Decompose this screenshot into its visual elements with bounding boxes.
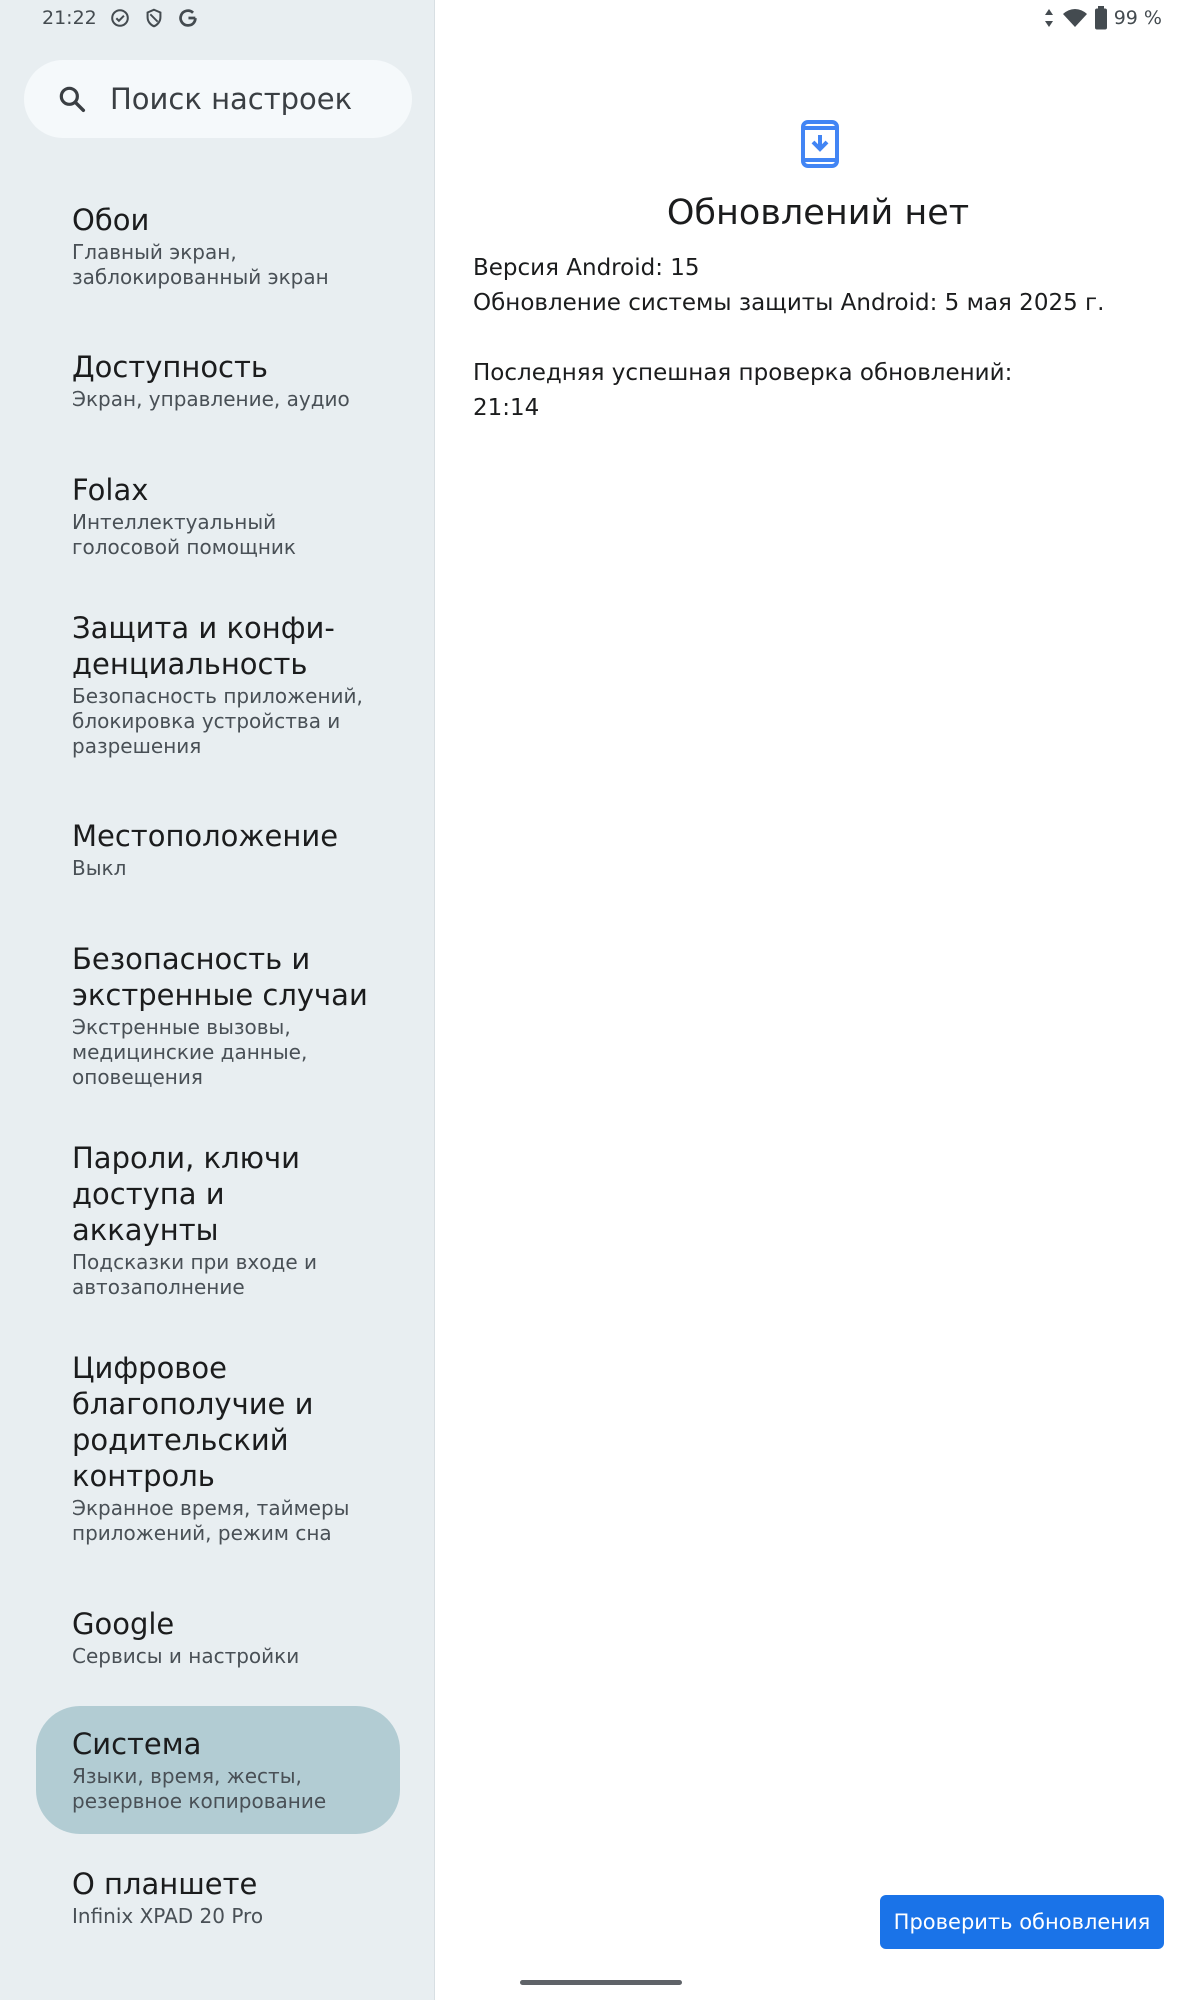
search-icon (56, 83, 88, 115)
system-update-icon (800, 120, 840, 168)
settings-sidebar (0, 0, 435, 2000)
last-check-time: 21:14 (473, 395, 540, 421)
menu-item-subtitle: Экранное время, таймеры приложений, режим сна (72, 1496, 350, 1545)
battery-percent: 99 % (1113, 7, 1162, 29)
last-check-label: Последняя успешная проверка обновлений: (473, 360, 1013, 386)
menu-item-title: Цифровое благополучие и родительский контроль (72, 1351, 314, 1493)
battery-icon (1094, 6, 1108, 30)
menu-item-title: Пароли, ключи доступа и аккаунты (72, 1141, 300, 1247)
menu-item-title: Безопасность и экстренные случаи (72, 942, 368, 1012)
security-update: Обновление системы защиты Android: 5 мая 2025 г. (473, 290, 1105, 316)
update-status-title: Обновлений нет (666, 193, 970, 233)
system-update-panel (436, 0, 1200, 2000)
menu-item-subtitle: Infinix XPAD 20 Pro (72, 1904, 264, 1928)
menu-item-subtitle: Безопасность приложений, блокировка устройства и разрешения (72, 684, 363, 758)
navigation-handle[interactable] (520, 1980, 682, 1985)
menu-item-subtitle: Подсказки при входе и автозаполнение (72, 1250, 317, 1299)
data-arrows-icon (1042, 7, 1056, 29)
menu-item-about-tablet[interactable] (36, 1866, 400, 1929)
status-time: 21:22 (42, 7, 97, 29)
menu-item-subtitle: Выкл (72, 856, 127, 880)
menu-item-subtitle: Интеллектуальный голосовой помощник (72, 510, 297, 559)
menu-item-system[interactable] (36, 1706, 400, 1834)
menu-item-folax[interactable] (36, 472, 400, 560)
menu-item-passwords-accounts[interactable] (36, 1140, 400, 1300)
menu-item-title: Защита и конфи- денциальность (72, 611, 335, 681)
menu-item-subtitle: Главный экран, заблокированный экран (72, 240, 329, 289)
android-version: Версия Android: 15 (473, 255, 700, 281)
menu-item-title: Folax (72, 473, 149, 507)
menu-item-safety-emergency[interactable] (36, 941, 400, 1090)
menu-item-title: Доступность (72, 350, 268, 384)
menu-item-subtitle: Экстренные вызовы, медицинские данные, оповещения (72, 1015, 308, 1089)
menu-item-digital-wellbeing[interactable] (36, 1350, 400, 1546)
check-circle-icon (109, 7, 131, 29)
google-icon (177, 7, 199, 29)
menu-item-title: О планшете (72, 1867, 258, 1901)
menu-item-title: Google (72, 1607, 175, 1641)
wifi-icon (1062, 7, 1088, 29)
menu-item-subtitle: Языки, время, жесты, резервное копирование (72, 1764, 327, 1813)
menu-item-google[interactable] (36, 1606, 400, 1669)
search-bar[interactable] (24, 60, 412, 138)
menu-item-location[interactable] (36, 818, 400, 881)
shield-icon (143, 7, 165, 29)
menu-item-subtitle: Экран, управление, аудио (72, 387, 350, 411)
menu-item-subtitle: Сервисы и настройки (72, 1644, 300, 1668)
check-updates-button[interactable]: Проверить обновления (880, 1895, 1164, 1949)
menu-item-title: Обои (72, 203, 150, 237)
menu-item-title: Система (72, 1727, 202, 1761)
search-input[interactable]: Поиск настроек (110, 82, 353, 116)
menu-item-wallpaper[interactable] (36, 202, 400, 290)
status-bar-right (1042, 6, 1162, 30)
menu-item-title: Местоположение (72, 819, 339, 853)
menu-item-privacy[interactable] (36, 610, 400, 759)
menu-item-accessibility[interactable] (36, 349, 400, 412)
status-bar-left (42, 6, 199, 30)
